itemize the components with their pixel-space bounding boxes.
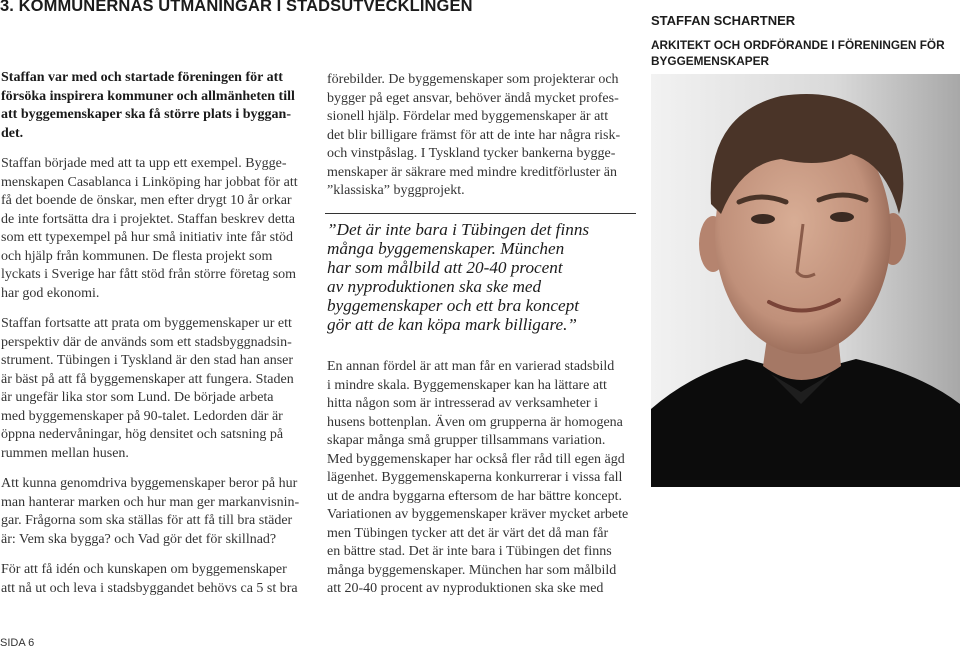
- lead-paragraph: Staffan var med och startade föreningen för att försöka inspirera kommuner och allmänheten till att byggemenskaper ska få större plats i byggan- det.: [1, 70, 295, 141]
- paragraph: En annan fördel är att man får en varierad stadsbild i mindre skala. Byggemenskaper kan ha lättare att hitta någon som är intresserad av verksamheter i husens bottenplan. Även om grupperna är homogena skapar många små grupper tillsammans variation. Med byggemenskaper har också fler råd till egen ägd lägenhet. Byggemenskaperna konkurrerar i vissa fall ut de andra byggarna eftersom de har bättre koncept. Variationen av byggemenskaper kräver mycket arbete men Tübingen tycker att det är värt det då man får en bättre stad. Det är inte bara i Tübingen det finns många byggemenskaper. München har som målbild att 20-40 procent av nyproduktionen ska ske med: [327, 359, 629, 596]
- page-title: 3. KOMMUNERNAS UTMANINGAR I STADSUTVECKLINGEN: [0, 0, 473, 15]
- paragraph: Staffan fortsatte att prata om byggemenskaper ur ett perspektiv där de används som ett stadsbyggnadsin- strument. Tübingen i Tyskland är den stad han anser är bäst på att få byggemenskaper att fungera. Staden är ungefär lika stor som Lund. De började arbeta med byggemenskaper på 90-talet. Ledorden där är öppna nedervåningar, hög densitet och satsning på rummen mellan husen.: [1, 316, 294, 461]
- article-column-2-continued: [327, 358, 637, 599]
- profile-role: ARKITEKT OCH ORDFÖRANDE I FÖRENINGEN FÖR BYGGEMENSKAPER: [651, 38, 945, 68]
- eye-left: [751, 214, 775, 224]
- eye-right: [830, 212, 854, 222]
- page-number: SIDA 6: [0, 637, 35, 649]
- paragraph: Staffan började med att ta upp ett exempel. Bygge- menskapen Casablanca i Linköping har jobbat för att få det boende de önskar, men efter drygt 10 år orkar de inte fortsätta dra i projektet. Staffan beskrev detta som ett typexempel på hur små initiativ inte får stöd och hjälp från kommunen. De flesta projekt som lyckats i Sverige har fått stöd från större företag som har god ekonomi.: [1, 156, 298, 301]
- profile-name: STAFFAN SCHARTNER: [651, 13, 796, 28]
- article-column-1: [1, 69, 311, 598]
- quote-divider: [325, 213, 636, 214]
- pull-quote: ”Det är inte bara i Tübingen det finns många byggemenskaper. München har som målbild att 20-40 procent av nyproduktionen ska ske med byggemenskaper och ett bra koncept gör att de kan köpa mark billigare.”: [327, 220, 590, 334]
- paragraph: För att få idén och kunskapen om byggemenskaper att nå ut och leva i stadsbyggandet behövs ca 5 st bra: [1, 562, 298, 596]
- portrait-photo: [651, 74, 960, 487]
- paragraph: Att kunna genomdriva byggemenskaper beror på hur man hanterar marken och hur man ger markanvisnin- gar. Frågorna som ska ställas för att få till bra städer är: Vem ska bygga? och Vad gör det för skillnad?: [1, 476, 300, 547]
- paragraph: förebilder. De byggemenskaper som projekterar och bygger på eget ansvar, behöver ändå mycket profes- sionell hjälp. Fördelar med byggemenskaper är att det blir billigare främst för att de inte har några risk- och vinstpåslag. I Tyskland tycker bankerna bygge- menskaper är säkrare med mindre kreditförluster än ”klassiska” byggprojekt.: [327, 72, 621, 198]
- article-column-2: [327, 71, 637, 201]
